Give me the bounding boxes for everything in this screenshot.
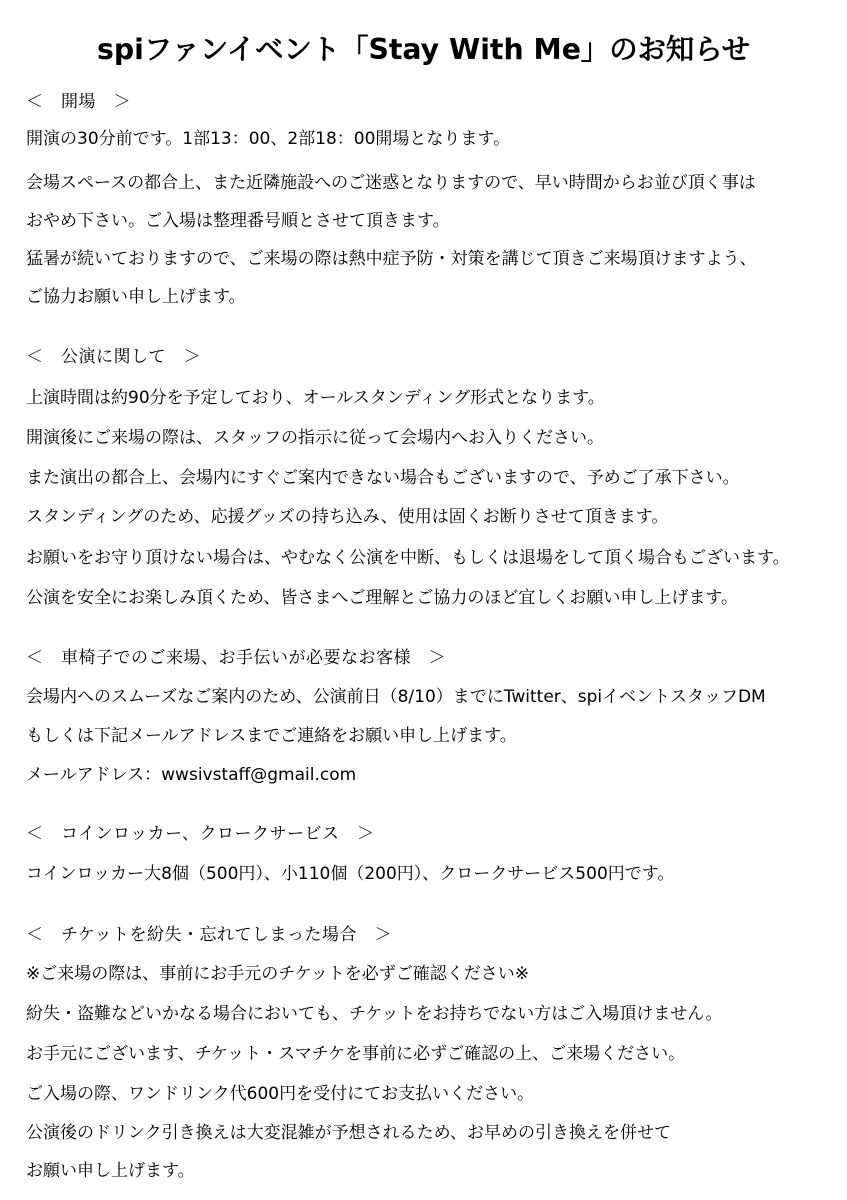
paragraph-line: お手元にございます、チケット・スマチケを事前に必ずご確認の上、ご来場ください。 (26, 1044, 686, 1064)
paragraph-line: お願い申し上げます。 (26, 1161, 195, 1181)
paragraph-line: 会場内へのスムーズなご案内のため、公演前日（8/10）までにTwitter、spiイベントスタッフDM (26, 687, 766, 707)
section-heading-lockers: ＜ コインロッカー、クロークサービス ＞ (26, 824, 375, 844)
section-heading-opening: ＜ 開場 ＞ (26, 92, 131, 112)
paragraph-line: スタンディングのため、応援グッズの持ち込み、使用は固くお断りさせて頂きます。 (26, 507, 669, 527)
paragraph-line: ご協力お願い申し上げます。 (26, 287, 246, 307)
paragraph-line: ご入場の際、ワンドリンク代600円を受付にてお支払いください。 (26, 1084, 535, 1104)
paragraph-line: お願いをお守り頂けない場合は、やむなく公演を中断、もしくは退場をして頂く場合もございます。 (26, 548, 790, 568)
section-heading-performance: ＜ 公演に関して ＞ (26, 347, 201, 367)
contact-email: メールアドレス：wwsivstaff@gmail.com (26, 765, 357, 785)
page-title: spiファンイベント「Stay With Me」のお知らせ (96, 33, 751, 66)
paragraph-line: コインロッカー大8個（500円）、小110個（200円）、クロークサービス500円です。 (26, 864, 675, 884)
paragraph-line: 上演時間は約90分を予定しており、オールスタンディング形式となります。 (26, 388, 605, 408)
paragraph-line: 公演後のドリンク引き換えは大変混雑が予想されるため、お早めの引き換えを併せて (26, 1123, 671, 1143)
paragraph-line: 紛失・盗難などいかなる場合においても、チケットをお持ちでない方はご入場頂けません。 (26, 1004, 723, 1024)
paragraph-line: おやめ下さい。ご入場は整理番号順とさせて頂きます。 (26, 211, 450, 231)
section-heading-wheelchair: ＜ 車椅子でのご来場、お手伝いが必要なお客様 ＞ (26, 648, 446, 668)
paragraph-line: 開演後にご来場の際は、スタッフの指示に従って会場内へお入りください。 (26, 428, 604, 448)
paragraph-line: 猛暑が続いておりますので、ご来場の際は熱中症予防・対策を講じて頂きご来場頂けますよう、 (26, 249, 757, 269)
paragraph-line: 公演を安全にお楽しみ頂くため、皆さまへご理解とご協力のほど宜しくお願い申し上げます。 (26, 588, 738, 608)
paragraph-line: もしくは下記メールアドレスまでご連絡をお願い申し上げます。 (26, 726, 517, 746)
section-heading-lost-ticket: ＜ チケットを紛失・忘れてしまった場合 ＞ (26, 925, 392, 945)
paragraph-line: 開演の30分前です。1部13：00、2部18：00開場となります。 (26, 129, 511, 149)
paragraph-line: 会場スペースの都合上、また近隣施設へのご迷惑となりますので、早い時間からお並び頂く事は (26, 173, 756, 193)
paragraph-line: また演出の都合上、会場内にすぐご案内できない場合もございますので、予めご了承下さい。 (26, 468, 740, 488)
paragraph-line: ※ご来場の際は、事前にお手元のチケットを必ずご確認ください※ (26, 964, 529, 984)
